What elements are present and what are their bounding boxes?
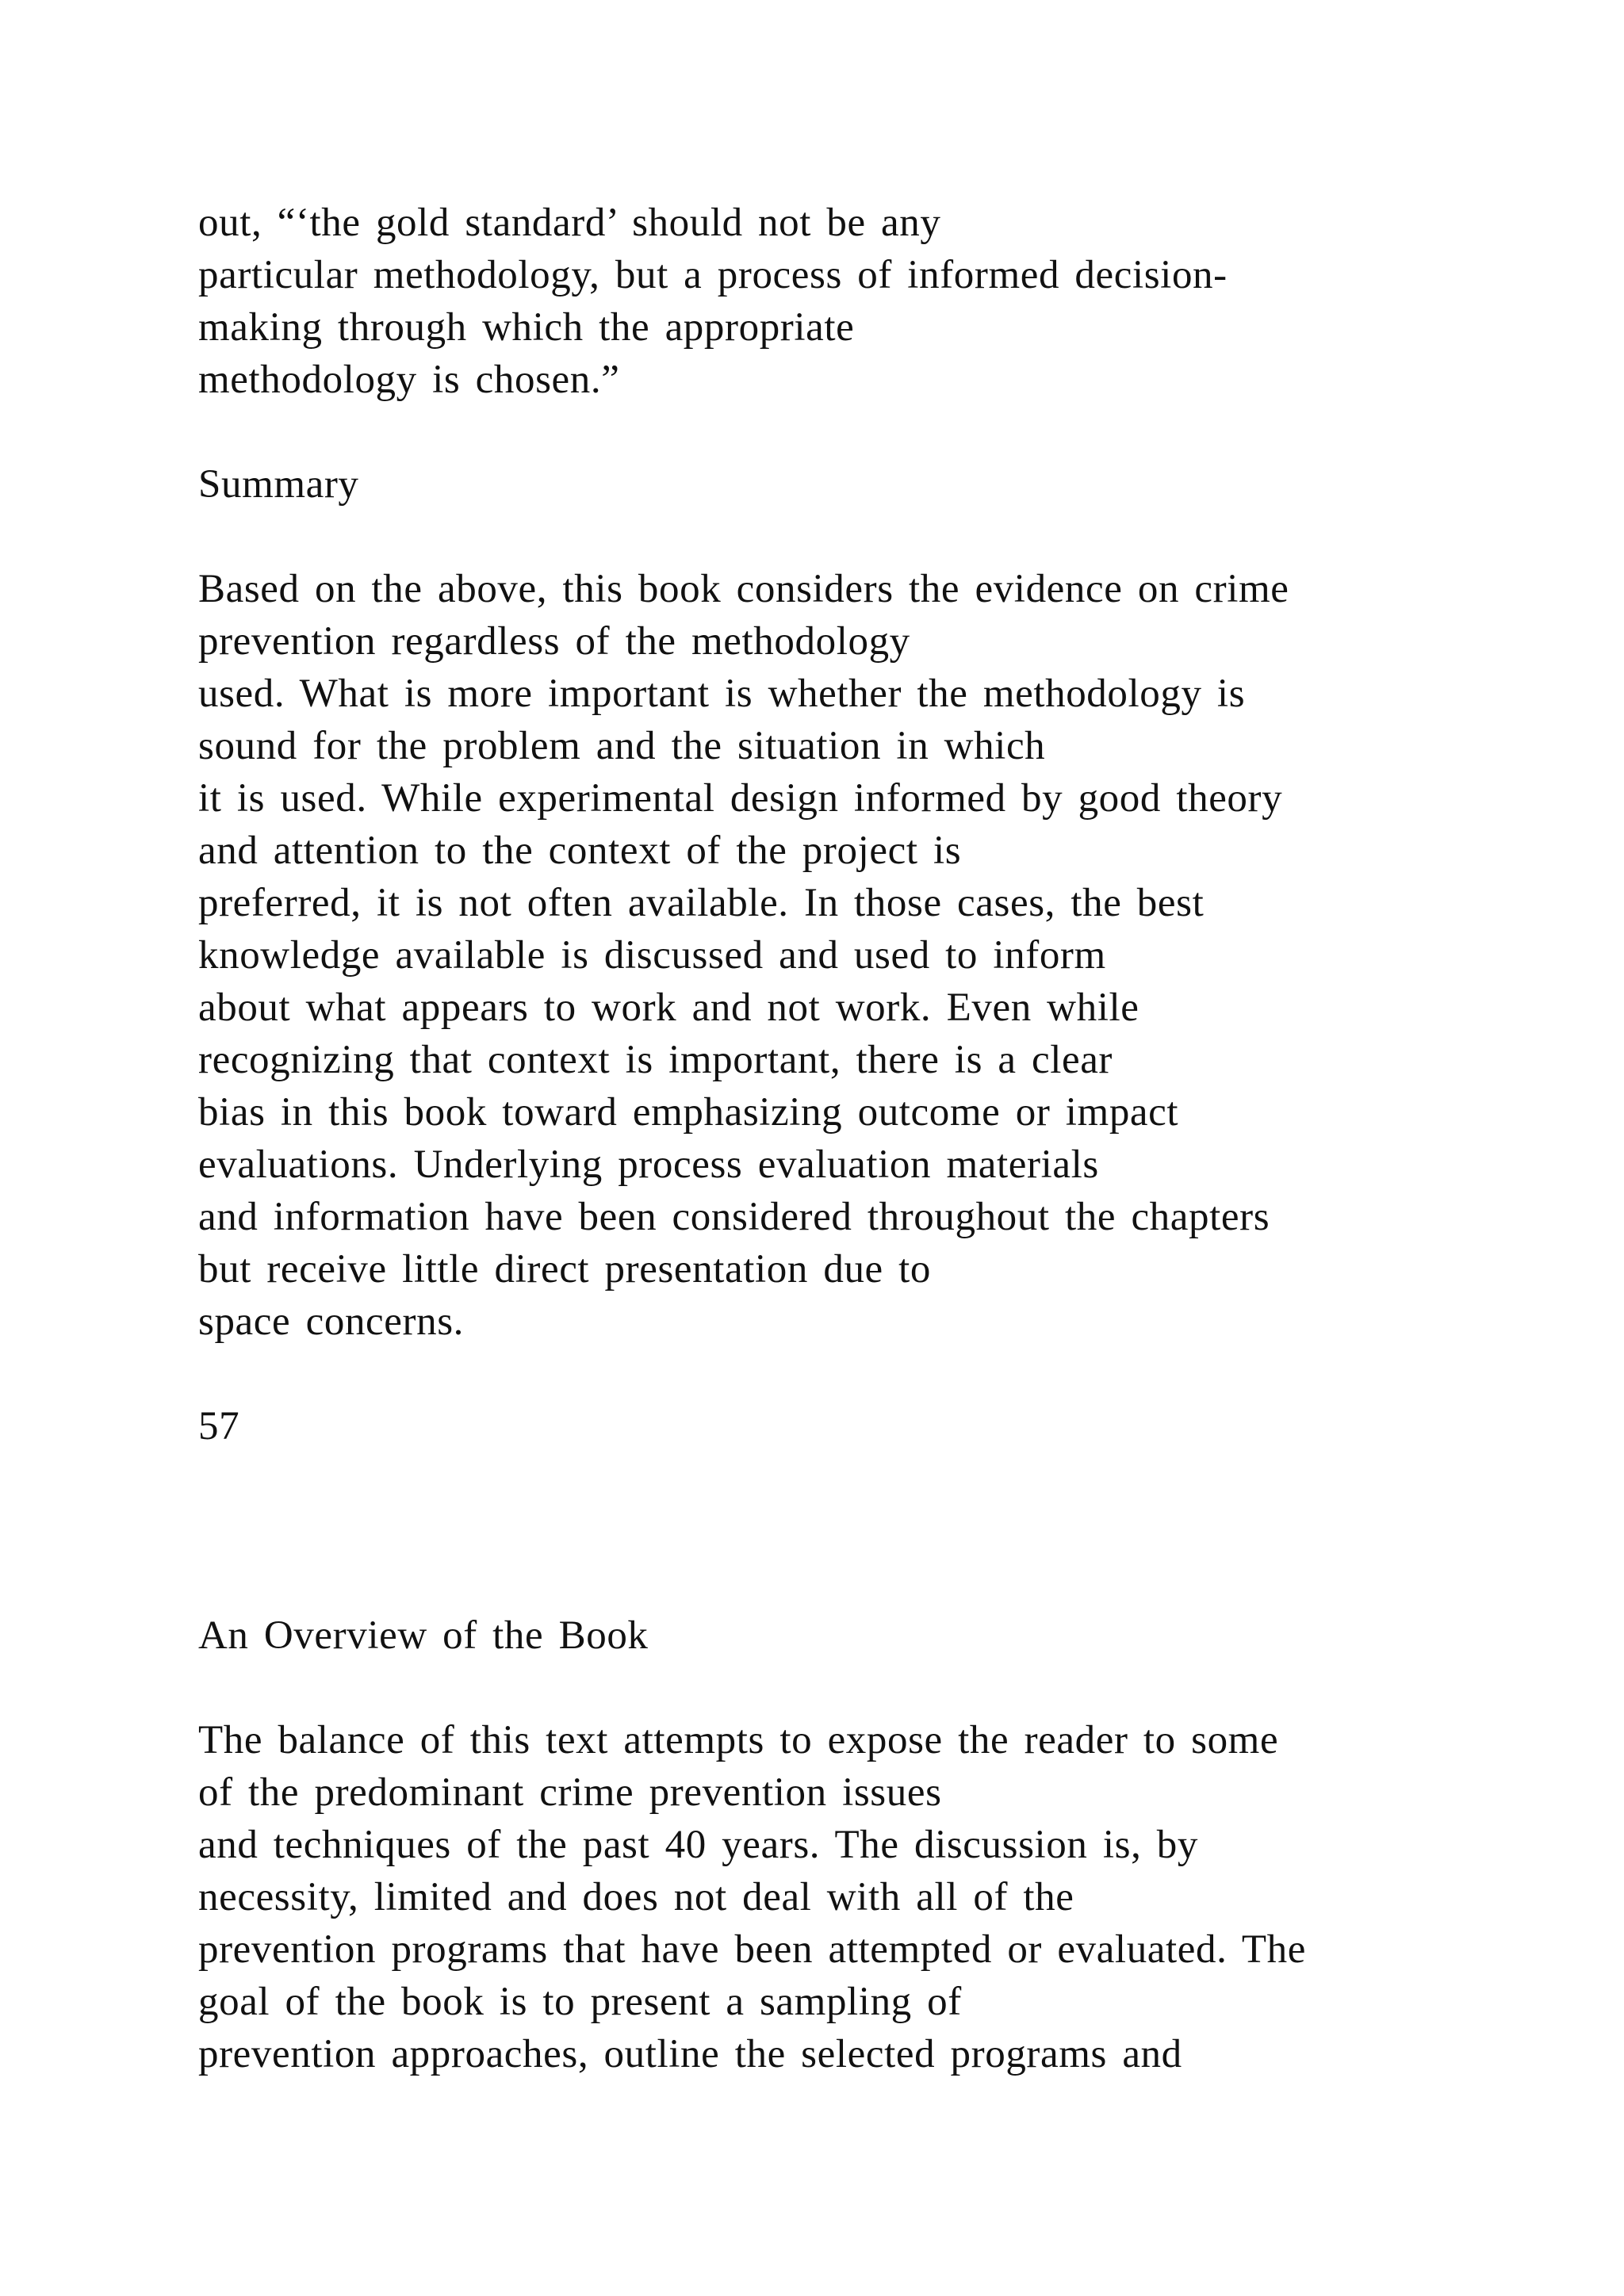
text-line: sound for the problem and the situation in which (198, 724, 1046, 768)
text-line: prevention programs that have been attempted or evaluated. The (198, 1927, 1307, 1972)
text-line: The balance of this text attempts to expose the reader to some (198, 1718, 1279, 1762)
text-line: Based on the above, this book considers the evidence on crime (198, 567, 1289, 611)
text-line: methodology is chosen.” (198, 358, 620, 402)
text-line: prevention approaches, outline the selected programs and (198, 2032, 1182, 2076)
text-line: about what appears to work and not work. Even while (198, 985, 1139, 1030)
text-line: it is used. While experimental design informed by good theory (198, 776, 1283, 821)
text-line: making through which the appropriate (198, 305, 855, 350)
text-line: goal of the book is to present a sampling of (198, 1980, 962, 2024)
text-line: used. What is more important is whether the methodology is (198, 672, 1246, 716)
text-line: space concerns. (198, 1299, 464, 1344)
text-line: recognizing that context is important, there is a clear (198, 1038, 1113, 1082)
section-heading-summary: Summary (198, 462, 359, 507)
text-line: out, “‘the gold standard’ should not be any (198, 201, 941, 245)
text-line: knowledge available is discussed and used to inform (198, 933, 1106, 978)
text-line: necessity, limited and does not deal with all of the (198, 1875, 1074, 1919)
text-line: preferred, it is not often available. In those cases, the best (198, 881, 1205, 925)
text-line: evaluations. Underlying process evaluation materials (198, 1142, 1099, 1187)
text-line: particular methodology, but a process of informed decision- (198, 253, 1228, 297)
text-line: of the predominant crime prevention issues (198, 1770, 942, 1815)
text-line: prevention regardless of the methodology (198, 619, 910, 664)
text-line: but receive little direct presentation due to (198, 1247, 931, 1292)
text-line: and techniques of the past 40 years. The discussion is, by (198, 1823, 1198, 1867)
page-number: 57 (198, 1404, 240, 1448)
section-heading-overview: An Overview of the Book (198, 1613, 649, 1658)
text-line: bias in this book toward emphasizing outcome or impact (198, 1090, 1179, 1135)
text-line: and attention to the context of the project is (198, 828, 962, 873)
text-line: and information have been considered throughout the chapters (198, 1195, 1270, 1239)
